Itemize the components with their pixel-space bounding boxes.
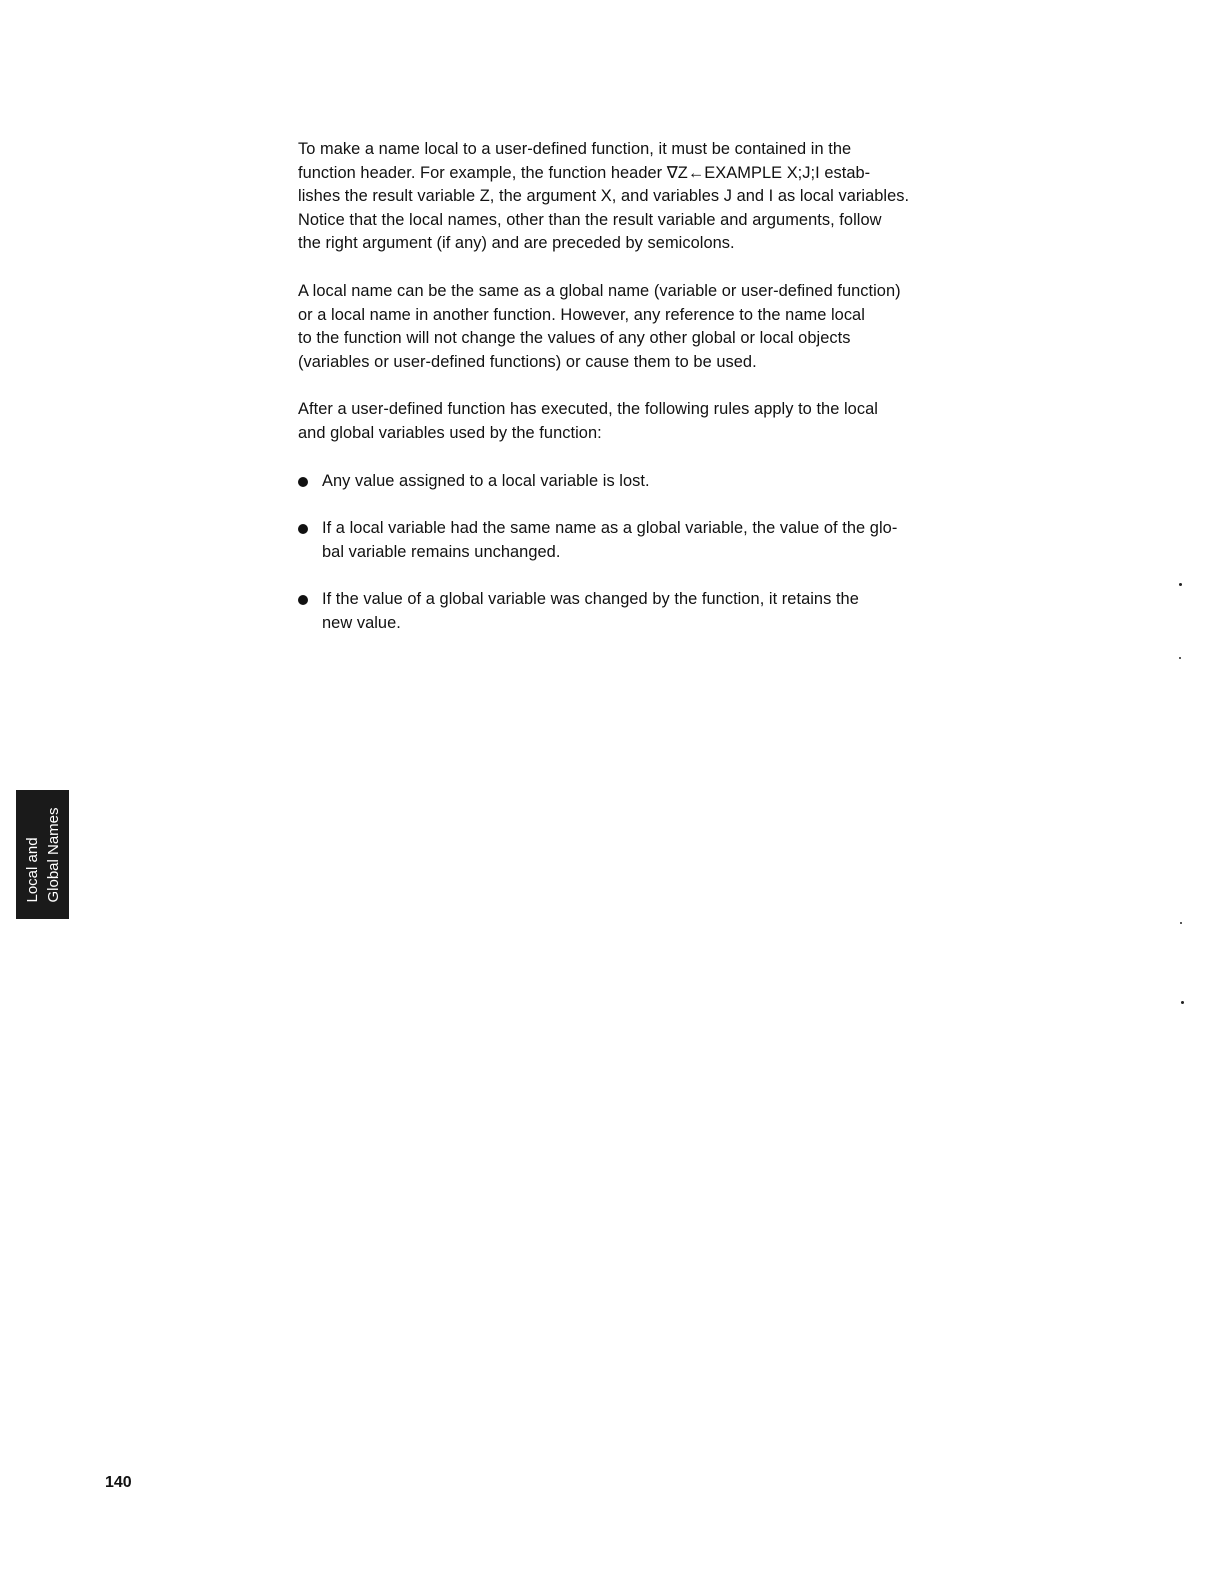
paragraph-local-definition [298,138,988,256]
text-line: new value. [322,613,401,632]
rules-list [298,470,988,636]
text-line: and global variables used by the function: [298,423,602,442]
scan-speck [1181,1001,1184,1004]
text-line: Notice that the local names, other than the result variable and arguments, follow [298,210,882,229]
paragraph-rules-intro [298,398,988,445]
text-line: A local name can be the same as a global name (variable or user-defined function) [298,281,901,300]
text-line: If the value of a global variable was changed by the function, it retains the [322,590,859,609]
page-body [298,138,988,660]
paragraph-local-global-same-name [298,280,988,374]
section-tab [16,790,69,919]
text-line: bal variable remains unchanged. [322,542,561,561]
bullet-icon [298,524,308,534]
text-line: the right argument (if any) and are preceded by semicolons. [298,234,735,253]
text-line: (variables or user-defined functions) or cause them to be used. [298,352,757,371]
section-tab-line-2: Global Names [44,806,62,903]
text-line: After a user-defined function has executed, the following rules apply to the local [298,400,878,419]
bullet-icon [298,595,308,605]
text-line: To make a name local to a user-defined function, it must be contained in the [298,140,852,158]
text-line: Any value assigned to a local variable is lost. [322,471,650,490]
scan-speck [1179,583,1182,586]
list-item [298,588,988,635]
text-line: or a local name in another function. However, any reference to the name local [298,305,865,324]
list-item [298,470,988,494]
section-tab-label [23,807,63,902]
scan-speck [1180,922,1182,924]
scan-speck [1179,657,1181,659]
text-line: If a local variable had the same name as a global variable, the value of the glo- [322,519,898,538]
bullet-icon [298,477,308,487]
page-number: 140 [105,1474,132,1491]
text-line: to the function will not change the values of any other global or local objects [298,329,851,348]
text-line: lishes the result variable Z, the argument X, and variables J and I as local variables. [298,187,910,206]
text-line: function header. For example, the function header ∇Z←EXAMPLE X;J;I estab- [298,163,871,182]
list-item [298,517,988,564]
section-tab-line-1: Local and [23,836,41,903]
